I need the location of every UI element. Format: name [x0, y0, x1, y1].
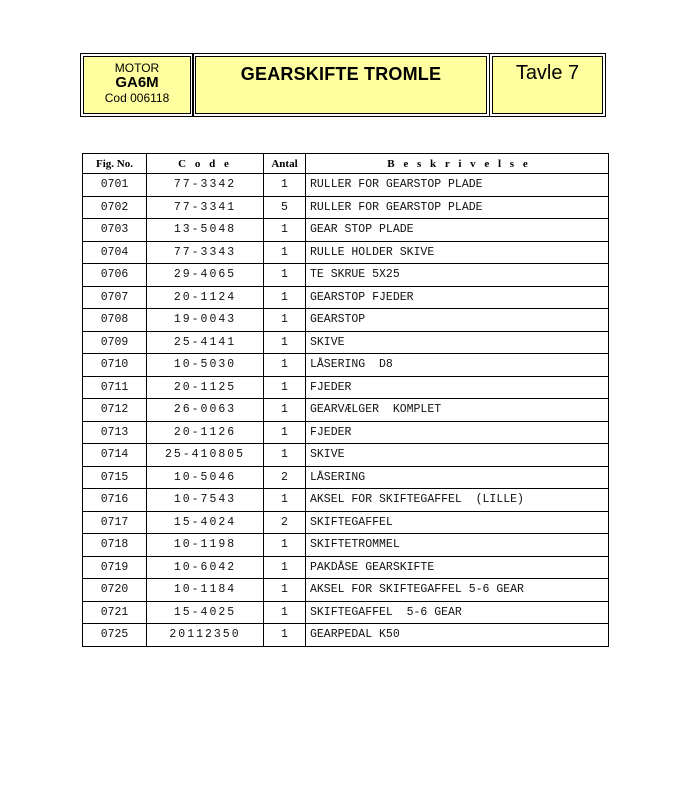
table-row	[83, 579, 609, 602]
cell-beskrivelse: SKIFTEGAFFEL	[306, 511, 609, 534]
cell-code: 20-1124	[147, 286, 264, 309]
cell-code: 15-4024	[147, 511, 264, 534]
cell-antal: 1	[264, 354, 306, 377]
cell-beskrivelse: SKIVE	[306, 444, 609, 467]
cell-code: 20-1125	[147, 376, 264, 399]
cell-code: 26-0063	[147, 399, 264, 422]
header-beskrivelse: B e s k r i v e l s e	[306, 154, 609, 174]
cell-code: 77-3342	[147, 174, 264, 197]
cell-beskrivelse: TE SKRUE 5X25	[306, 264, 609, 287]
cell-fig-no: 0715	[83, 466, 147, 489]
table-row	[83, 444, 609, 467]
cell-fig-no: 0701	[83, 174, 147, 197]
cell-antal: 2	[264, 466, 306, 489]
cell-fig-no: 0709	[83, 331, 147, 354]
table-row	[83, 174, 609, 197]
cell-beskrivelse: FJEDER	[306, 421, 609, 444]
cell-fig-no: 0708	[83, 309, 147, 332]
tavle-box	[492, 56, 603, 114]
page-title: GEARSKIFTE TROMLE	[240, 64, 442, 84]
table-row	[83, 556, 609, 579]
cell-antal: 5	[264, 196, 306, 219]
cell-fig-no: 0704	[83, 241, 147, 264]
cell-beskrivelse: FJEDER	[306, 376, 609, 399]
motor-info-box	[83, 56, 191, 114]
cell-code: 10-6042	[147, 556, 264, 579]
cell-code: 20112350	[147, 624, 264, 647]
cell-beskrivelse: SKIFTETROMMEL	[306, 534, 609, 557]
cell-antal: 1	[264, 534, 306, 557]
table-row	[83, 511, 609, 534]
cell-fig-no: 0707	[83, 286, 147, 309]
cell-beskrivelse: RULLER FOR GEARSTOP PLADE	[306, 174, 609, 197]
table-row	[83, 286, 609, 309]
cell-antal: 1	[264, 219, 306, 242]
motor-code: Cod 006118	[104, 91, 170, 105]
cell-antal: 1	[264, 489, 306, 512]
cell-fig-no: 0716	[83, 489, 147, 512]
cell-beskrivelse: SKIFTEGAFFEL 5-6 GEAR	[306, 601, 609, 624]
cell-antal: 1	[264, 376, 306, 399]
cell-antal: 1	[264, 444, 306, 467]
cell-code: 13-5048	[147, 219, 264, 242]
cell-antal: 1	[264, 624, 306, 647]
tavle-label: Tavle 7	[515, 62, 580, 84]
table-row	[83, 399, 609, 422]
cell-fig-no: 0720	[83, 579, 147, 602]
cell-code: 15-4025	[147, 601, 264, 624]
cell-code: 25-4141	[147, 331, 264, 354]
table-row	[83, 601, 609, 624]
parts-table-body	[83, 174, 609, 647]
cell-code: 29-4065	[147, 264, 264, 287]
cell-code: 77-3343	[147, 241, 264, 264]
cell-beskrivelse: AKSEL FOR SKIFTEGAFFEL 5-6 GEAR	[306, 579, 609, 602]
cell-fig-no: 0703	[83, 219, 147, 242]
table-row	[83, 309, 609, 332]
cell-antal: 1	[264, 174, 306, 197]
cell-fig-no: 0719	[83, 556, 147, 579]
table-row	[83, 534, 609, 557]
motor-label: MOTOR	[114, 61, 160, 75]
table-row	[83, 241, 609, 264]
cell-fig-no: 0725	[83, 624, 147, 647]
cell-antal: 1	[264, 309, 306, 332]
cell-fig-no: 0711	[83, 376, 147, 399]
cell-beskrivelse: LÅSERING	[306, 466, 609, 489]
cell-antal: 1	[264, 601, 306, 624]
cell-fig-no: 0706	[83, 264, 147, 287]
cell-fig-no: 0702	[83, 196, 147, 219]
cell-beskrivelse: RULLE HOLDER SKIVE	[306, 241, 609, 264]
cell-code: 10-1198	[147, 534, 264, 557]
cell-beskrivelse: LÅSERING D8	[306, 354, 609, 377]
cell-antal: 1	[264, 579, 306, 602]
table-row	[83, 376, 609, 399]
cell-code: 10-5046	[147, 466, 264, 489]
title-box	[195, 56, 487, 114]
motor-model: GA6M	[115, 74, 159, 91]
cell-antal: 1	[264, 264, 306, 287]
cell-antal: 1	[264, 421, 306, 444]
cell-antal: 1	[264, 399, 306, 422]
cell-code: 25-410805	[147, 444, 264, 467]
cell-fig-no: 0718	[83, 534, 147, 557]
cell-beskrivelse: SKIVE	[306, 331, 609, 354]
cell-antal: 1	[264, 241, 306, 264]
cell-beskrivelse: GEARVÆLGER KOMPLET	[306, 399, 609, 422]
header-fig-no: Fig. No.	[83, 154, 147, 174]
header-code: C o d e	[147, 154, 264, 174]
table-row	[83, 219, 609, 242]
header-antal: Antal	[264, 154, 306, 174]
cell-fig-no: 0714	[83, 444, 147, 467]
cell-code: 10-1184	[147, 579, 264, 602]
table-header-row	[83, 154, 609, 174]
cell-fig-no: 0721	[83, 601, 147, 624]
cell-fig-no: 0710	[83, 354, 147, 377]
cell-beskrivelse: AKSEL FOR SKIFTEGAFFEL (LILLE)	[306, 489, 609, 512]
cell-antal: 1	[264, 331, 306, 354]
table-row	[83, 466, 609, 489]
cell-code: 77-3341	[147, 196, 264, 219]
cell-code: 20-1126	[147, 421, 264, 444]
parts-table	[82, 153, 609, 647]
table-row	[83, 624, 609, 647]
table-row	[83, 331, 609, 354]
cell-code: 10-5030	[147, 354, 264, 377]
cell-fig-no: 0712	[83, 399, 147, 422]
cell-beskrivelse: GEARPEDAL K50	[306, 624, 609, 647]
cell-code: 19-0043	[147, 309, 264, 332]
cell-fig-no: 0717	[83, 511, 147, 534]
cell-beskrivelse: GEAR STOP PLADE	[306, 219, 609, 242]
cell-antal: 1	[264, 286, 306, 309]
table-row	[83, 421, 609, 444]
table-row	[83, 196, 609, 219]
cell-beskrivelse: GEARSTOP FJEDER	[306, 286, 609, 309]
cell-antal: 2	[264, 511, 306, 534]
table-row	[83, 489, 609, 512]
cell-fig-no: 0713	[83, 421, 147, 444]
cell-beskrivelse: PAKDÅSE GEARSKIFTE	[306, 556, 609, 579]
cell-code: 10-7543	[147, 489, 264, 512]
table-row	[83, 264, 609, 287]
cell-beskrivelse: RULLER FOR GEARSTOP PLADE	[306, 196, 609, 219]
table-row	[83, 354, 609, 377]
cell-antal: 1	[264, 556, 306, 579]
cell-beskrivelse: GEARSTOP	[306, 309, 609, 332]
